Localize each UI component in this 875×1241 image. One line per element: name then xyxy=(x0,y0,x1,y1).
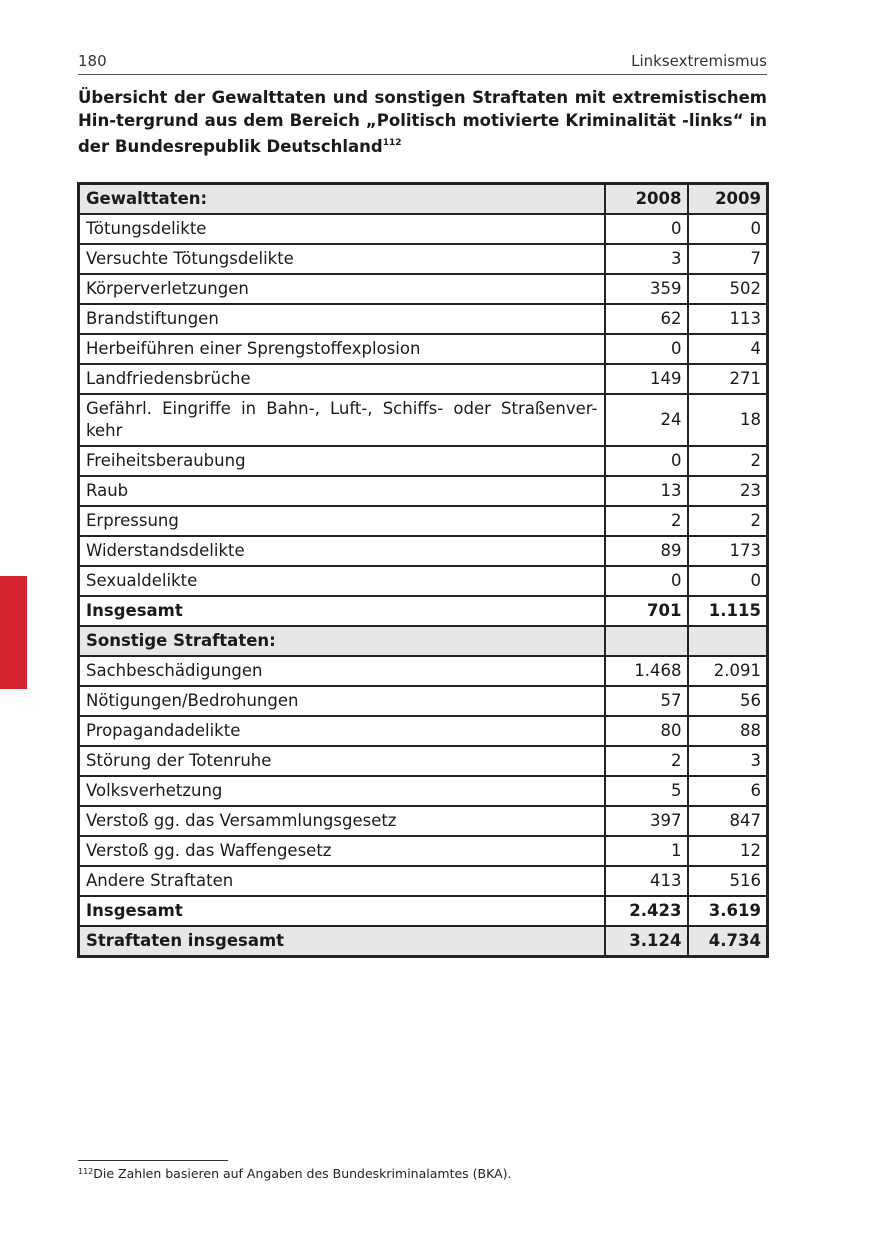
table-row xyxy=(79,686,768,716)
value-2009: 18 xyxy=(688,394,768,446)
value-2008: 0 xyxy=(605,446,688,476)
page-header xyxy=(78,50,767,75)
footnote-text: Die Zahlen basieren auf Angaben des Bundeskriminalamtes (BKA). xyxy=(93,1166,512,1181)
footnote-number: 112 xyxy=(78,1167,94,1176)
value-2009: 6 xyxy=(688,776,768,806)
table-header-row xyxy=(79,184,768,215)
row-label: Sachbeschädigungen xyxy=(79,656,605,686)
table-row xyxy=(79,476,768,506)
value-2009: 4.734 xyxy=(688,926,768,957)
value-2009: 173 xyxy=(688,536,768,566)
value-2009: 2 xyxy=(688,446,768,476)
row-label: Erpressung xyxy=(79,506,605,536)
table-row xyxy=(79,806,768,836)
grand-total-row xyxy=(79,926,768,957)
value-2009: 56 xyxy=(688,686,768,716)
statistics-table xyxy=(77,182,769,958)
row-label: Verstoß gg. das Waffengesetz xyxy=(79,836,605,866)
value-2008: 0 xyxy=(605,334,688,364)
row-label: Verstoß gg. das Versammlungsgesetz xyxy=(79,806,605,836)
value-2009: 516 xyxy=(688,866,768,896)
value-2008: 0 xyxy=(605,566,688,596)
table-row xyxy=(79,244,768,274)
footnote-divider xyxy=(78,1160,228,1161)
footnote xyxy=(78,1166,767,1181)
table-row xyxy=(79,274,768,304)
row-label: Insgesamt xyxy=(79,596,605,626)
value-2008: 13 xyxy=(605,476,688,506)
value-2008: 0 xyxy=(605,214,688,244)
value-2008: 80 xyxy=(605,716,688,746)
value-2008: 89 xyxy=(605,536,688,566)
header-cell-2008: 2008 xyxy=(605,184,688,215)
value-2008: 413 xyxy=(605,866,688,896)
value-2008: 24 xyxy=(605,394,688,446)
page-title xyxy=(78,87,767,159)
header-cell-2009: 2009 xyxy=(688,184,768,215)
table-row xyxy=(79,446,768,476)
value-2009: 271 xyxy=(688,364,768,394)
value-2009: 7 xyxy=(688,244,768,274)
value-2008: 397 xyxy=(605,806,688,836)
empty-cell xyxy=(605,626,688,656)
value-2009: 12 xyxy=(688,836,768,866)
running-title: Linksextremismus xyxy=(631,52,767,70)
table-row xyxy=(79,304,768,334)
value-2009: 3 xyxy=(688,746,768,776)
row-label: Volksverhetzung xyxy=(79,776,605,806)
row-label: Brandstiftungen xyxy=(79,304,605,334)
table-row xyxy=(79,566,768,596)
value-2009: 0 xyxy=(688,214,768,244)
table-row xyxy=(79,656,768,686)
value-2009: 0 xyxy=(688,566,768,596)
value-2008: 1.468 xyxy=(605,656,688,686)
table-row xyxy=(79,364,768,394)
table-row xyxy=(79,836,768,866)
value-2008: 3.124 xyxy=(605,926,688,957)
value-2008: 5 xyxy=(605,776,688,806)
table-row xyxy=(79,746,768,776)
value-2009: 502 xyxy=(688,274,768,304)
page-number: 180 xyxy=(78,52,107,70)
other-section-header-row xyxy=(79,626,768,656)
chapter-marker-tab xyxy=(0,576,27,689)
value-2009: 1.115 xyxy=(688,596,768,626)
row-label: Versuchte Tötungsdelikte xyxy=(79,244,605,274)
row-label: Gefährl. Eingriffe in Bahn-, Luft-, Schiffs- oder Straßenver-kehr xyxy=(79,394,605,446)
table-row xyxy=(79,866,768,896)
value-2009: 2.091 xyxy=(688,656,768,686)
value-2008: 701 xyxy=(605,596,688,626)
table-row xyxy=(79,214,768,244)
value-2008: 57 xyxy=(605,686,688,716)
row-label: Landfriedensbrüche xyxy=(79,364,605,394)
row-label: Nötigungen/Bedrohungen xyxy=(79,686,605,716)
table-row xyxy=(79,394,768,446)
value-2009: 88 xyxy=(688,716,768,746)
row-label: Raub xyxy=(79,476,605,506)
violent-total-row xyxy=(79,596,768,626)
title-text: Übersicht der Gewalttaten und sonstigen Straftaten mit extremistischem Hin-tergrund aus dem Bereich „Politisch motivierte Kriminalität -links“ in der Bundesrepublik Deutschland xyxy=(78,88,767,156)
value-2008: 359 xyxy=(605,274,688,304)
row-label: Freiheitsberaubung xyxy=(79,446,605,476)
value-2009: 4 xyxy=(688,334,768,364)
row-label: Propagandadelikte xyxy=(79,716,605,746)
row-label: Störung der Totenruhe xyxy=(79,746,605,776)
table-row xyxy=(79,334,768,364)
empty-cell xyxy=(688,626,768,656)
value-2008: 62 xyxy=(605,304,688,334)
table-row xyxy=(79,776,768,806)
value-2008: 149 xyxy=(605,364,688,394)
value-2009: 113 xyxy=(688,304,768,334)
value-2008: 1 xyxy=(605,836,688,866)
table-row xyxy=(79,506,768,536)
row-label: Widerstandsdelikte xyxy=(79,536,605,566)
statistics-table-wrapper xyxy=(77,182,766,958)
row-label: Tötungsdelikte xyxy=(79,214,605,244)
row-label: Körperverletzungen xyxy=(79,274,605,304)
title-footnote-ref[interactable]: 112 xyxy=(382,138,402,148)
value-2009: 3.619 xyxy=(688,896,768,926)
header-cell-category: Gewalttaten: xyxy=(79,184,605,215)
value-2008: 2.423 xyxy=(605,896,688,926)
value-2008: 2 xyxy=(605,746,688,776)
table-row xyxy=(79,536,768,566)
row-label: Insgesamt xyxy=(79,896,605,926)
value-2009: 23 xyxy=(688,476,768,506)
table-row xyxy=(79,716,768,746)
value-2009: 847 xyxy=(688,806,768,836)
section-label: Sonstige Straftaten: xyxy=(79,626,605,656)
row-label: Sexualdelikte xyxy=(79,566,605,596)
row-label: Andere Straftaten xyxy=(79,866,605,896)
value-2008: 2 xyxy=(605,506,688,536)
row-label: Herbeiführen einer Sprengstoffexplosion xyxy=(79,334,605,364)
value-2009: 2 xyxy=(688,506,768,536)
value-2008: 3 xyxy=(605,244,688,274)
row-label: Straftaten insgesamt xyxy=(79,926,605,957)
other-total-row xyxy=(79,896,768,926)
